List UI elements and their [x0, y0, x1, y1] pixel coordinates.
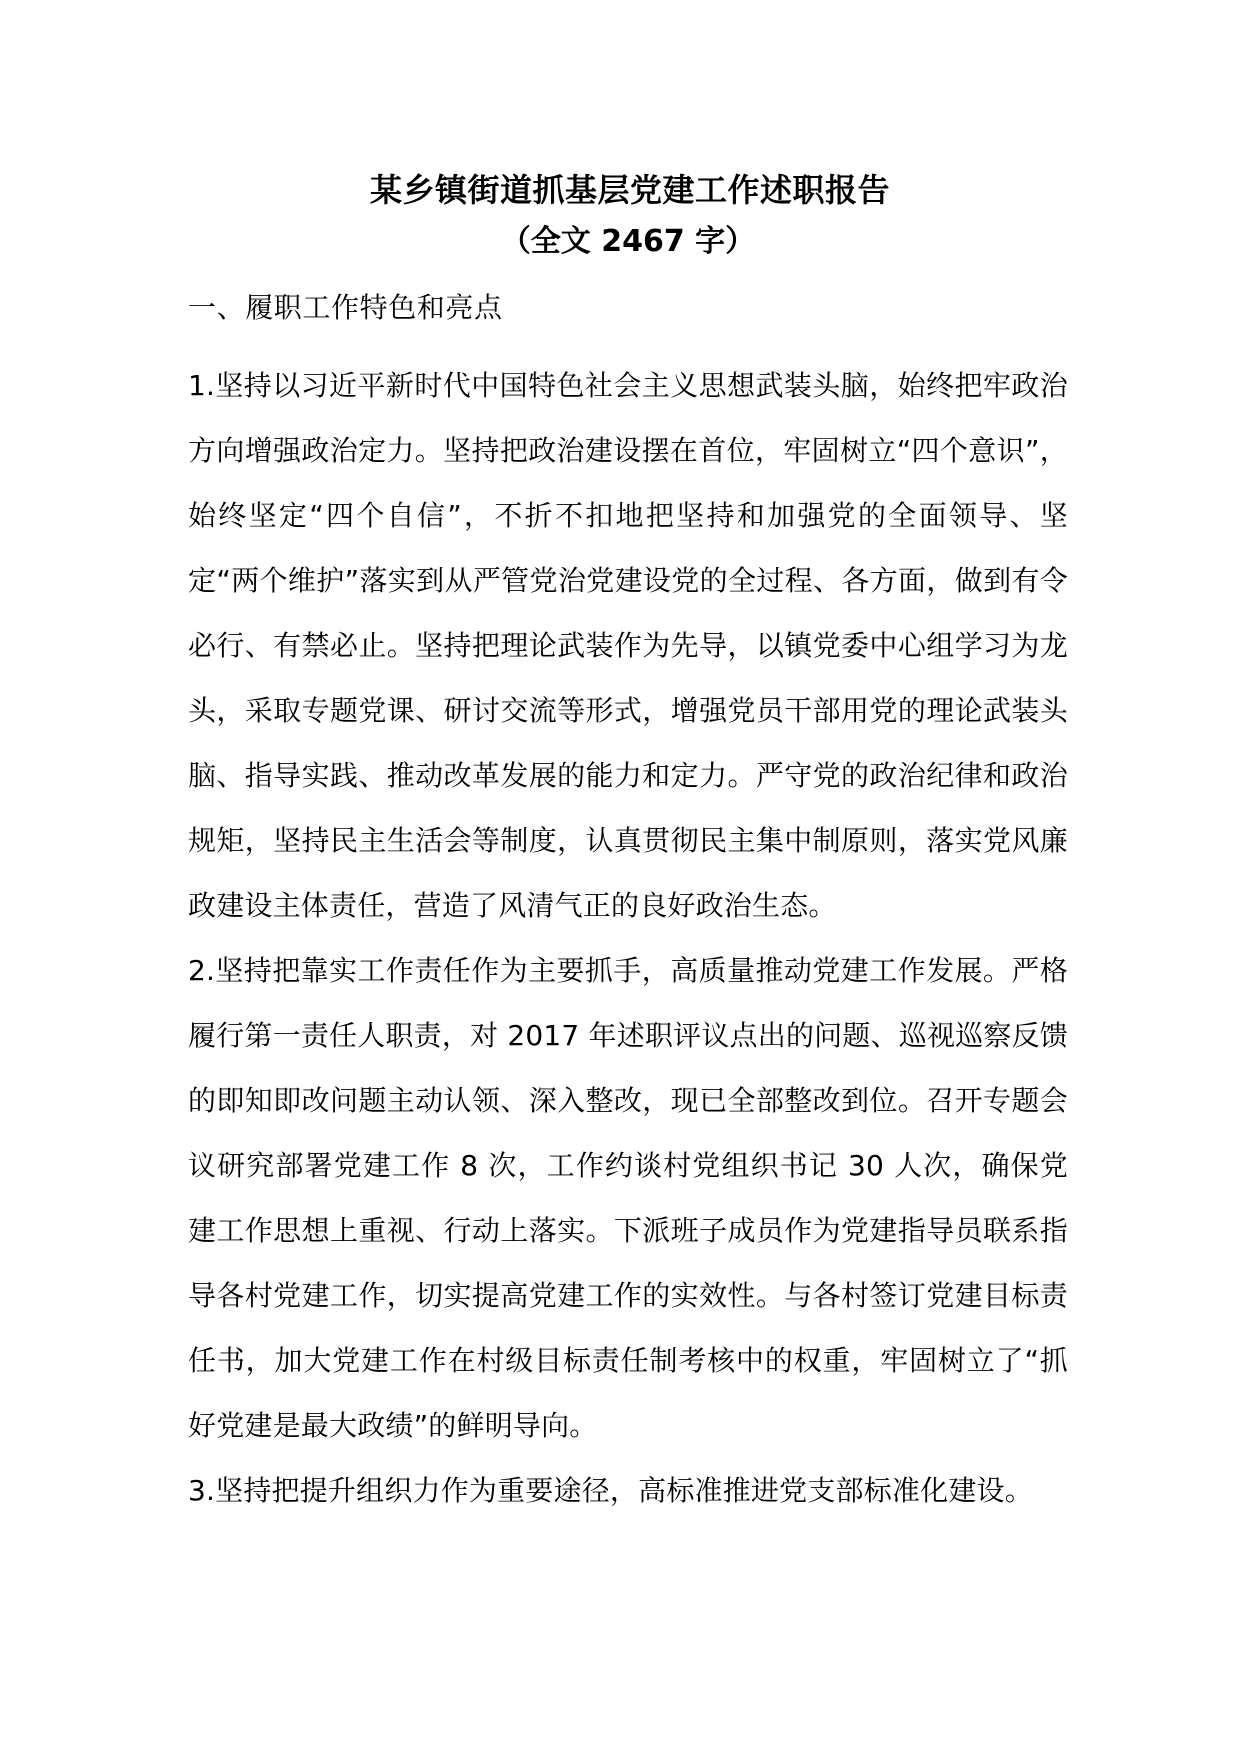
paragraph-3: 3.坚持把提升组织力作为重要途径，高标准推进党支部标准化建设。	[188, 1474, 1033, 1507]
paragraph-2: 2.坚持把靠实工作责任作为主要抓手，高质量推动党建工作发展。严格履行第一责任人职责，对 2017 年述职评议点出的问题、巡视巡察反馈的即知即改问题主动认领、深入整改，现已全部整改到位。召开专题会议研究部署党建工作 8 次，工作约谈村党组织书记 30 人次，确保党建工作思想上重视、行动上落实。下派班子成员作为党建指导员联系指导各村党建工作，切实提高党建工作的实效性。与各村签订党建目标责任书，加大党建工作在村级目标责任制考核中的权重，牢固树立了“抓好党建是最大政绩”的鲜明导向。	[188, 954, 1068, 1442]
section-heading: 一、履职工作特色和亮点	[188, 291, 503, 324]
document-subtitle: （全文 2467 字）	[500, 224, 756, 259]
document-body	[188, 170, 1068, 1523]
document-title: 某乡镇街道抓基层党建工作述职报告	[369, 171, 890, 209]
paragraph-1: 1.坚持以习近平新时代中国特色社会主义思想武装头脑，始终把牢政治方向增强政治定力。坚持把政治建设摆在首位，牢固树立“四个意识”，始终坚定“四个自信”，不折不扣地把坚持和加强党的全面领导、坚定“两个维护”落实到从严管党治党建设党的全过程、各方面，做到有令必行、有禁必止。坚持把理论武装作为先导，以镇党委中心组学习为龙头，采取专题党课、研讨交流等形式，增强党员干部用党的理论武装头脑、指导实践、推动改革发展的能力和定力。严守党的政治纪律和政治规矩，坚持民主生活会等制度，认真贯彻民主集中制原则，落实党风廉政建设主体责任，营造了风清气正的良好政治生态。	[188, 369, 1068, 922]
